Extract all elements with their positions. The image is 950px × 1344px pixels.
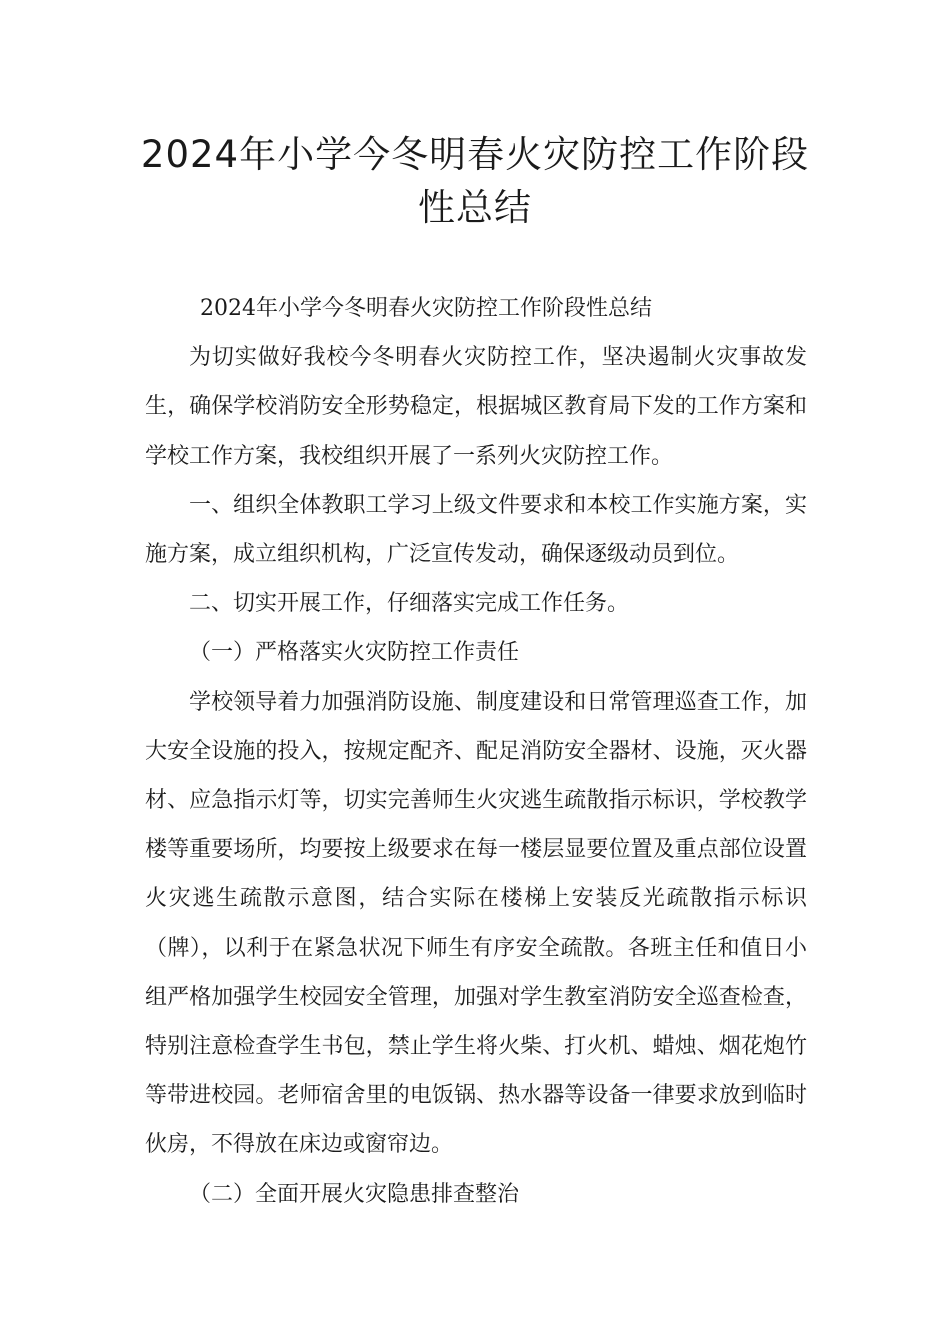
document-title-line-2: 性总结	[418, 186, 532, 229]
subheading-1: （一）严格落实火灾防控工作责任	[189, 640, 520, 666]
subheading-2: （二）全面开展火灾隐患排查整治	[189, 1181, 520, 1207]
document-subtitle: 2024年小学今冬明春火灾防控工作阶段性总结	[200, 296, 652, 321]
paragraph-responsibility: 学校领导着力加强消防设施、制度建设和日常管理巡查工作，加大安全设施的投入，按规定配齐、配足消防安全器材、设施，灭火器材、应急指示灯等，切实完善师生火灾逃生疏散指示标识，学校教学楼等重要场所，均要按上级要求在每一楼层显要位置及重点部位设置火灾逃生疏散示意图，结合实际在楼梯上安装反光疏散指示标识（牌），以利于在紧急状况下师生有序安全疏散。各班主任和值日小组严格加强学生校园安全管理，加强对学生教室消防安全巡查检查，特别注意检查学生书包，禁止学生将火柴、打火机、蜡烛、烟花炮竹等带进校园。老师宿舍里的电饭锅、热水器等设备一律要求放到临时伙房，不得放在床边或窗帘边。	[145, 689, 807, 1158]
document-body	[145, 284, 807, 1219]
paragraph-intro: 为切实做好我校今冬明春火灾防控工作，坚决遏制火灾事故发生，确保学校消防安全形势稳定，根据城区教育局下发的工作方案和学校工作方案，我校组织开展了一系列火灾防控工作。	[145, 345, 807, 469]
document-title	[0, 128, 950, 234]
document-title-line-1: 2024年小学今冬明春火灾防控工作阶段	[140, 133, 810, 176]
paragraph-section-1: 一、组织全体教职工学习上级文件要求和本校工作实施方案，实施方案，成立组织机构，广泛宣传发动，确保逐级动员到位。	[145, 492, 807, 568]
paragraph-section-2: 二、切实开展工作，仔细落实完成工作任务。	[189, 591, 630, 617]
